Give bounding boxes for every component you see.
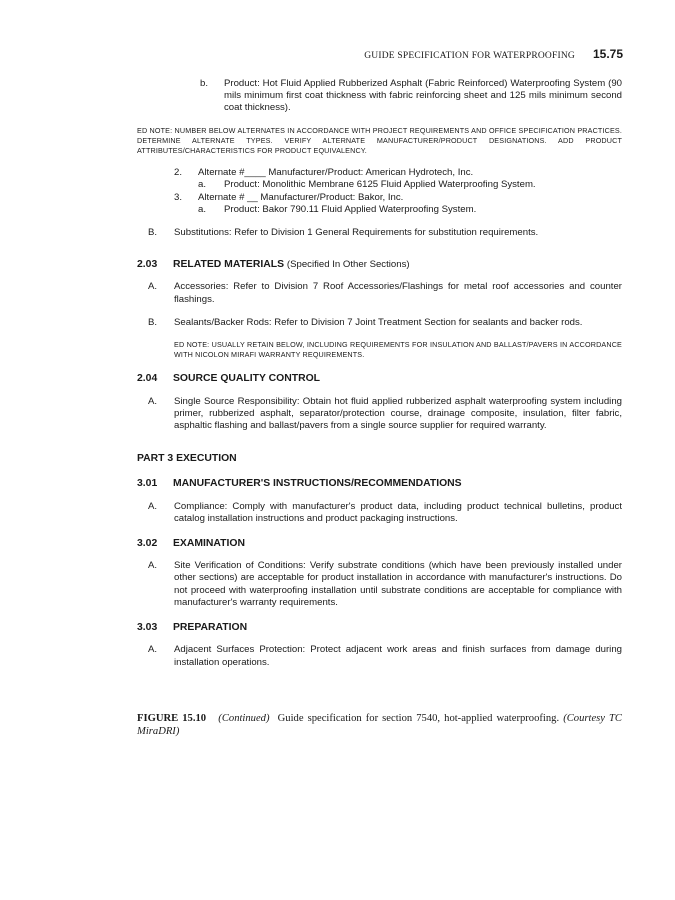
item-label: b. xyxy=(200,78,209,89)
section-number: 3.03 xyxy=(137,622,158,634)
substitutions-item xyxy=(137,227,622,239)
alternate-sub-item xyxy=(137,204,622,216)
item-label: A. xyxy=(148,395,158,407)
list-item xyxy=(137,281,622,305)
product-item-b xyxy=(137,78,622,115)
sub-item-text: Product: Monolithic Membrane 6125 Fluid Applied Waterproofing System. xyxy=(224,179,536,191)
running-header xyxy=(364,47,623,61)
alternate-number: 3. xyxy=(174,191,183,203)
list-item xyxy=(137,644,622,668)
section-number: 3.01 xyxy=(137,478,158,490)
alternate-sub-item xyxy=(137,179,622,191)
section-number: 2.03 xyxy=(137,259,158,271)
figure-caption xyxy=(137,712,622,738)
sub-item-label: a. xyxy=(198,179,207,191)
list-item xyxy=(137,501,622,525)
section-title: RELATED MATERIALS xyxy=(173,259,285,271)
list-item xyxy=(137,560,622,609)
item-text: Substitutions: Refer to Division 1 General Requirements for substitution requirements. xyxy=(174,227,539,239)
alternate-text: Alternate # __ Manufacturer/Product: Bakor, Inc. xyxy=(198,191,404,203)
section-title: MANUFACTURER'S INSTRUCTIONS/RECOMMENDATIONS xyxy=(173,478,462,490)
alternate-number: 2. xyxy=(174,167,183,179)
alternate-item xyxy=(137,167,622,179)
item-label: A. xyxy=(148,644,158,656)
section-heading-3-02 xyxy=(137,538,622,550)
item-label: A. xyxy=(148,560,158,572)
section-title: PREPARATION xyxy=(173,622,248,634)
section-title: EXAMINATION xyxy=(173,538,245,550)
item-label: B. xyxy=(148,316,158,328)
section-heading-3-01 xyxy=(137,478,622,490)
continued-label: (Continued) xyxy=(218,713,270,724)
document-body xyxy=(137,78,622,669)
section-heading-2-04 xyxy=(137,373,622,385)
item-text: Site Verification of Conditions: Verify substrate conditions (which have been previously installed under other sections) are acceptable for product installation in accordance with manufacturer's instructions. Do not proceed with waterproofing installation until substrate conditions are acceptable for compliance with manufacturer's warranty requirements. xyxy=(174,560,622,608)
ed-note-alternates: ED NOTE: NUMBER BELOW ALTERNATES IN ACCORDANCE WITH PROJECT REQUIREMENTS AND OFFICE SPECIFICATION PRACTICES. DETERMINE ALTERNATE TYPES. VERIFY ALTERNATE MANUFACTURER/PRODUCT DESIGNATIONS. ADD PRODUCT ATTRIBUTES/CHARACTERISTICS FOR PRODUCT EQUIVALENCY. xyxy=(137,125,622,156)
list-item xyxy=(137,317,622,329)
alternates-list xyxy=(137,167,622,216)
header-title: GUIDE SPECIFICATION FOR WATERPROOFING xyxy=(364,51,575,61)
courtesy-credit: (Courtesy TC MiraDRI) xyxy=(137,713,622,737)
item-text: Compliance: Comply with manufacturer's product data, including product technical bulletins, product catalog installation instructions and product packaging instructions. xyxy=(174,500,622,524)
page-number: 15.75 xyxy=(592,47,623,61)
item-text: Sealants/Backer Rods: Refer to Division 7 Joint Treatment Section for sealants and backer rods. xyxy=(174,316,583,328)
list-item xyxy=(137,396,622,433)
item-text: Product: Hot Fluid Applied Rubberized Asphalt (Fabric Reinforced) Waterproofing System (90 mils minimum first coat thickness with fabric reinforcing sheet and 125 mils minimum second coat thickness). xyxy=(224,78,622,114)
part-heading: PART 3 EXECUTION xyxy=(137,453,237,465)
alternate-item xyxy=(137,192,622,204)
section-number: 3.02 xyxy=(137,538,158,550)
item-text: Single Source Responsibility: Obtain hot fluid applied rubberized asphalt waterproofing system including primer, rubberized asphalt, separator/protection course, drainage composite, insulation, filter fabric, asphaltic flashing and ballast/pavers from a single source supplier for required warranty. xyxy=(174,395,622,432)
item-label: B. xyxy=(148,227,158,239)
item-text: Adjacent Surfaces Protection: Protect adjacent work areas and finish surfaces from damage during installation operations. xyxy=(174,644,622,668)
item-label: A. xyxy=(148,281,158,293)
sub-item-label: a. xyxy=(198,203,207,215)
item-text: Accessories: Refer to Division 7 Roof Accessories/Flashings for metal roof accessories and counter flashings. xyxy=(174,281,622,305)
section-number: 2.04 xyxy=(137,373,158,385)
section-heading-3-03 xyxy=(137,622,622,634)
section-title: SOURCE QUALITY CONTROL xyxy=(173,373,321,385)
section-heading-2-03 xyxy=(137,259,622,271)
caption-text: Guide specification for section 7540, hot-applied waterproofing. xyxy=(277,713,560,724)
ed-note-insulation: ED NOTE: USUALLY RETAIN BELOW, INCLUDING REQUIREMENTS FOR INSULATION AND BALLAST/PAVERS IN ACCORDANCE WITH NICOLON MIRAFI WARRANTY REQUIREMENTS. xyxy=(174,340,622,360)
item-label: A. xyxy=(148,500,158,512)
sub-item-text: Product: Bakor 790.11 Fluid Applied Waterproofing System. xyxy=(224,203,477,215)
alternate-text: Alternate #____ Manufacturer/Product: American Hydrotech, Inc. xyxy=(198,167,474,179)
figure-label: FIGURE 15.10 xyxy=(137,713,207,724)
section-subtitle: (Specified In Other Sections) xyxy=(286,259,410,271)
